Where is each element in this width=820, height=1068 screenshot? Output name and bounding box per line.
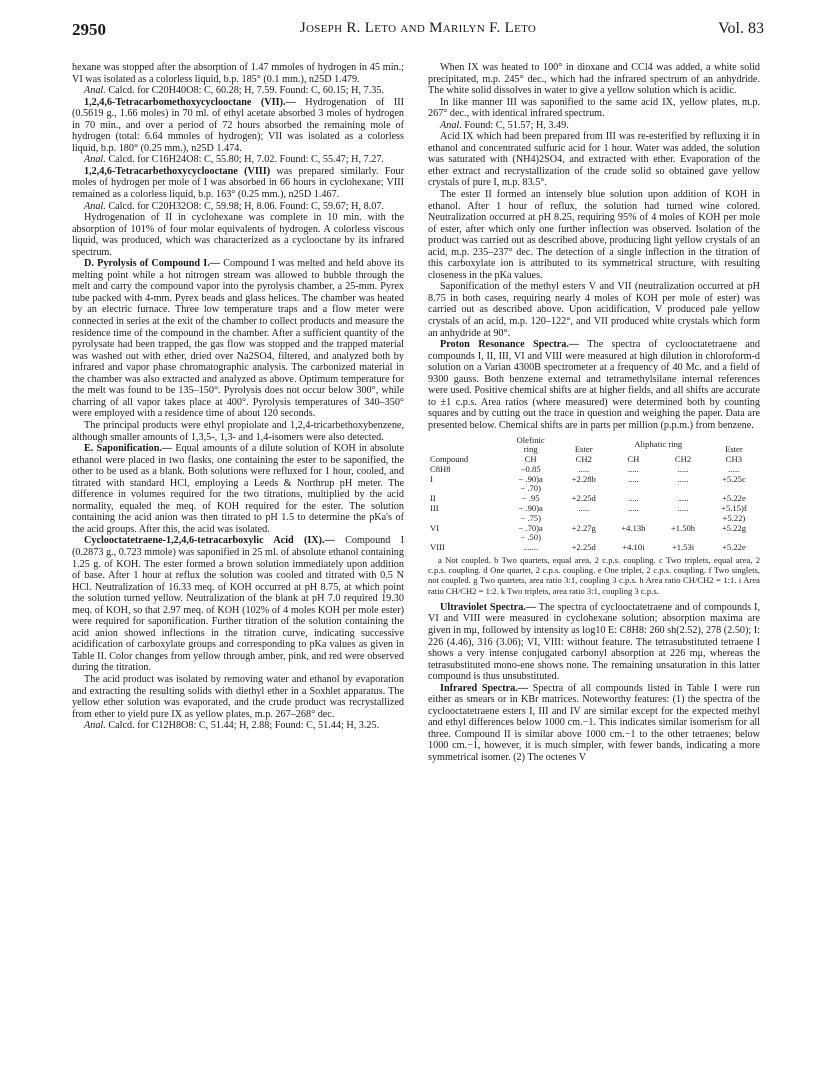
volume-label: Vol. 83 <box>718 20 764 37</box>
table-cell: ..... <box>578 503 590 514</box>
table-cell: +4.10i <box>622 542 645 553</box>
table-cell: +4.13h <box>621 522 646 533</box>
table-cell: ..... <box>578 463 590 474</box>
right-top-paragraph <box>428 62 760 97</box>
paragraph-text: Compound I was melted and held above its melting point while a hot nitrogen stream was allowed to bubble through the melt and carry the compound vapor into the pyrolysis chamber, a 25-mm. Pyrex tube packed with 4-mm. Pyrex beads and glass helices. The chamber was heated by an electric furnace. Three low temperature traps and a flow meter were connected in series at the exit of the chamber to collect products and measure the residence time of the compound in the chamber. After a sufficient quantity of the pyrolysate had been trapped, the gas flow was stopped and the trapped material was washed out with ether, dried over Na2SO4, filtered, and analyzed both by infrared and vapor phase chromatographic analysis. The carbonized material in the chamber was also extracted and analyzed as above. Optimum temperature for the melt was found to be 135–150°. Pyrolysis does not occur below 300°, while charring of all vapor takes place at 400°. Pyrolysis temperatures of 340–350° were employed with a residence time of about 120 seconds. <box>72 258 404 420</box>
page-number: 2950 <box>72 20 106 39</box>
paragraph-lead: Anal. <box>84 200 106 212</box>
right-bottom-paragraph <box>428 602 760 683</box>
table-cell: ..... <box>728 463 740 474</box>
table-cell <box>428 484 502 494</box>
table-cell: ....... <box>523 542 539 553</box>
nmr-header-aliphatic: Aliphatic ring <box>634 439 683 450</box>
paragraph-text: Found: C, 51.57; H, 3.49. <box>464 119 569 131</box>
right-top-paragraph <box>428 97 760 120</box>
table-row <box>428 494 760 504</box>
nmr-header-compound: Compound <box>430 454 469 465</box>
table-cell: − .50) <box>520 532 541 543</box>
paragraph-text: The principal products were ethyl propiolate and 1,2,4-tricarbethoxybenzene, although smaller amounts of 1,3,5-, 1,3- and 1,4-isomers were also detected. <box>72 419 404 443</box>
table-cell: +5.22e <box>722 542 746 553</box>
nmr-header-row-1 <box>428 436 760 451</box>
nmr-footnotes: a Not coupled. b Two quartets, equal area, 2 c.p.s. coupling. c Two triplets, equal area, 2 c.p.s. coupling. d One quartet, 2 c.p.s. coupling. e One triplet, 2 c.p.s. coupling. f Two singlets, not coupled. g Two quartets, area ratio 3:1, coupling 3 c.p.s. h Area ratio CH/CH2 = 1:1. i Area ratio CH/CH2 = 1:2. k Two triplets, area ratio 3:1, coupling 3 c.p.s. <box>428 555 760 596</box>
nmr-header-ester-ch3: Ester CH3 <box>725 444 743 465</box>
table-cell: − .70) <box>520 483 541 494</box>
table-cell: II <box>430 493 436 504</box>
paragraph-text: was prepared similarly. Four moles of hydrogen per mole of I was absorbed in 66 hours in cyclohexane; VIII remained as a colorless liquid, b.p. 163° (0.25 mm.), n25D 1.467. <box>72 165 405 201</box>
right-column-bottom <box>428 602 760 764</box>
page-header <box>72 20 764 42</box>
paragraph-text: Hydrogenation of III (0.5619 g., 1.66 moles) in 70 ml. of ethyl acetate absorbed 3 moles of hydrogen in 70 min., and over a period of 72 hours absorbed the remaining mole of hydrogen (total: 6.64 mmoles of hydrogen); VII was isolated as a colorless liquid, b.p. 180° (0.25 mm.), n25D 1.474. <box>72 96 405 154</box>
paragraph-lead: Proton Resonance Spectra.— <box>440 339 580 351</box>
table-cell: ..... <box>628 463 639 474</box>
paragraph-lead: Cyclooctatetraene-1,2,4,6-tetracarboxylic Acid (IX).— <box>84 535 335 547</box>
paragraph-text: Calcd. for C20H32O8: C, 59.98; H, 8.06. Found: C, 59.67; H, 8.07. <box>108 200 384 212</box>
table-cell: ..... <box>677 503 689 514</box>
paragraph-text: Calcd. for C20H40O8: C, 60.28; H, 7.59. Found: C, 60.15; H, 7.35. <box>108 85 384 97</box>
table-cell: I <box>430 473 433 484</box>
table-cell: +5.15)f <box>721 503 747 514</box>
table-cell: +2.27g <box>571 522 596 533</box>
nmr-table-body <box>428 465 760 553</box>
paragraph-text: Compound I (0.2873 g., 0.723 mmole) was saponified in 25 ml. of absolute ethanol containing 1.25 g. of KOH. The ester formed a brown solution immediately upon addition of base. After 1 hour at reflux the solution was cooled and titrated with 0.5 N HCl. Neutralization of 16.33 meq. of KOH occurred at pH 8.75, at which point the solution turned yellow. Neutralization of the blank at pH 7.0 required 19.30 meq. of KOH, so that 2.97 meq. of KOH (102% of 4 moles KOH per mole ester) were required for saponification. Further titration of the solution containing the acid anion showed inflections in the titration curve, indicating successive acidification of carboxylate groups and corresponding to pKa values as given in Table II. Color changes from yellow through amber, pink, and red were observed during the titration. <box>72 535 404 674</box>
table-cell: ..... <box>677 463 689 474</box>
paragraph-text: The ester II formed an intensely blue solution upon addition of KOH in ethanol. After 1 hour of reflux, the solution had turned wine colored. Neutralization occurred at pH 8.25, requiring 95% of 4 moles of KOH per mole of ester, after which only one further inflection was observed. Isolation of the product was carried out as described above, producing light yellow crystals of an acid, m.p. 235–237° dec. The detection of a single inflection in the titration of this carboxylate ion is attributed to its symmetrical structure, with resulting closeness in the pKa values. <box>428 189 760 281</box>
table-cell: ..... <box>628 503 639 514</box>
right-column <box>428 62 760 764</box>
table-cell: +5.22) <box>722 512 746 523</box>
table-cell: +5.22g <box>721 522 746 533</box>
paragraph-lead: 1,2,4,6-Tetracarbethoxycyclooctane (VIII) <box>84 165 271 177</box>
right-top-paragraph <box>428 189 760 281</box>
table-cell: ..... <box>677 493 689 504</box>
left-paragraph <box>72 97 404 155</box>
table-cell: +1.53i <box>671 542 695 553</box>
paragraph-lead: 1,2,4,6-Tetracarbomethoxycyclooctane (VII).— <box>84 96 296 108</box>
table-cell: − .75) <box>520 512 541 523</box>
paragraph-text: Saponification of the methyl esters V and VII (neutralization occurred at pH 8.75 in both cases, requiring nearly 4 moles of KOH per mole of ester) was carried out as described above. Upon acidification, V produced pale yellow crystals of an acid, m.p. 120–122°, and VII produced white crystals which form an anhydride at 90°. <box>428 281 760 339</box>
left-column <box>72 62 404 732</box>
right-column-top <box>428 62 760 432</box>
left-paragraph <box>72 674 404 720</box>
right-top-paragraph <box>428 281 760 339</box>
paragraph-lead: Ultraviolet Spectra.— <box>440 601 537 613</box>
paragraph-text: Equal amounts of a dilute solution of KOH in absolute ethanol were placed in two flasks, one containing the ester to be saponified, the other to be used as a blank. Both solutions were refluxed for 1 hour, cooled, and titrated with standard HCl, employing a Leeds & Northrup pH meter. The difference in volumes required for the two titrations, multiplied by the acid normality, equaled the meq. of KOH required for the ester. The solution containing the acid anion was then titrated to pH 1.5 to determine the pKa's of the acid groups. After this, the acid was isolated. <box>72 443 404 535</box>
table-row <box>428 543 760 553</box>
left-paragraph <box>72 443 404 535</box>
table-cell: − .95 <box>521 493 540 504</box>
table-row <box>428 504 760 514</box>
paragraph-lead: Anal. <box>84 85 106 97</box>
right-top-paragraph <box>428 131 760 189</box>
paragraph-lead: D. Pyrolysis of Compound I.— <box>84 258 220 270</box>
table-cell: ..... <box>628 493 639 504</box>
table-row <box>428 524 760 534</box>
right-bottom-paragraph <box>428 683 760 764</box>
table-cell: − .90)a <box>518 473 543 484</box>
paragraph-lead: Anal. <box>440 119 462 131</box>
table-cell: +5.22e <box>722 493 746 504</box>
paragraph-text: The acid product was isolated by removing water and ethanol by evaporation and extracting the resulting solids with diethyl ether in a Soxhlet apparatus. The yellow ether solution was evaporated, and the crude product was recrystallized from ether to yield pure IX as yellow plates, m.p. 267–268° dec. <box>72 673 404 720</box>
left-paragraph <box>72 258 404 420</box>
paragraph-lead: Infrared Spectra.— <box>440 682 528 694</box>
left-paragraph <box>72 720 404 732</box>
paragraph-text: Calcd. for C16H24O8: C, 55.80; H, 7.02. Found: C, 55.47; H, 7.27. <box>108 154 384 166</box>
paragraph-text: When IX was heated to 100° in dioxane and CCl4 was added, a white solid precipitated, m.p. 245° dec., which had the infrared spectrum of an anhydride. The white solid dissolves in water to give a yellow solution which is acidic. <box>428 62 760 97</box>
running-authors: Joseph R. Leto and Marilyn F. Leto <box>299 20 537 36</box>
left-paragraph <box>72 535 404 674</box>
right-top-paragraph <box>428 120 760 132</box>
table-cell: ..... <box>628 473 639 484</box>
table-row <box>428 475 760 485</box>
table-cell: − .90)a <box>518 503 543 514</box>
table-cell: C8H8 <box>430 463 451 474</box>
paragraph-lead: Anal. <box>84 720 106 732</box>
table-cell: III <box>430 503 439 514</box>
nmr-header-ring-ch2: CH2 <box>674 454 692 465</box>
paragraph-lead: E. Saponification.— <box>84 443 173 455</box>
table-cell: +5.25c <box>722 473 746 484</box>
paragraph-text: Spectra of all compounds listed in Table I were run either as smears or in KBr matrices. Noteworthy features: (1) the spectra of the cyclooctatetraene esters I, III and IV are similar except for the expected methyl and ethyl differences below 1000 cm.−1. This indicates similar isomerism for all three. Compound II is similar above 1000 cm.−1 to the other tetraenes; below 1000 cm.−1, however, it is much simpler, with fewer bands, indicating a more symmetrical isomer. (2) The octenes V <box>428 682 761 763</box>
left-paragraph <box>72 212 404 258</box>
left-paragraph <box>72 420 404 443</box>
right-top-paragraph <box>428 339 760 431</box>
left-paragraph <box>72 201 404 213</box>
paragraph-text: The spectra of cyclooctatetraene and compounds I, II, III, VI and VIII were measured at high dilution in chloroform-d solution on a Varian 4300B spectrometer at a frequency of 40 Mc. and a field of 9300 gauss. Both benzene external and tetramethylsilane internal references were used. Positive chemical shifts are at higher fields, and all shifts are accurate to ±1 c.p.s. Area ratios (where measured) were determined both by counting squares and by cutting out the trace in question and weighing the paper. Data are presented below. Chemical shifts are in parts per million (p.p.m.) from benzene. <box>428 339 760 431</box>
table-cell: +2.25d <box>571 493 596 504</box>
table-cell: +2.28b <box>571 473 596 484</box>
paragraph-text: In like manner III was saponified to the same acid IX, yellow plates, m.p. 267° dec., with identical infrared spectrum. <box>428 96 760 120</box>
paragraph-text: Hydrogenation of II in cyclohexane was complete in 10 min. with the absorption of 101% of four molar equivalents of hydrogen. A colorless viscous liquid, was produced, which was characterized as a cyclooctane by its infrared spectrum. <box>72 212 404 258</box>
table-cell: +2.25d <box>571 542 596 553</box>
left-paragraph <box>72 62 404 85</box>
nmr-table <box>428 436 760 554</box>
left-paragraph <box>72 85 404 97</box>
paragraph-text: hexane was stopped after the absorption of 1.47 mmoles of hydrogen in 45 min.; VI was isolated as a colorless liquid, b.p. 185° (0.1 mm.), n25D 1.479. <box>72 62 404 85</box>
left-paragraph <box>72 154 404 166</box>
nmr-header-ester-ch2: Ester CH2 <box>574 444 593 465</box>
paragraph-text: Calcd. for C12H8O8: C, 51.44; H, 2.88; Found: C, 51.44; H, 3.25. <box>108 720 380 732</box>
nmr-header-ring-ch: CH <box>627 454 640 465</box>
paragraph-text: The spectra of cyclooctatetraene and of compounds I, VI and VIII were measured in cyclohexane solution; absorption maxima are given in mμ, followed by intensity as log10 E: C8H8: 260 sh(2.52), 278 (2.50); I: 226 (4.46), 316 (3.06); VI, VIII: without feature. The tetrasubstituted tetraene I shows a very intense conjugated carbonyl absorption at 226 mμ, whereas the tetrasubstituted mono-ene shows none. The remaining unsaturation in this latter compound is thus unsubstituted. <box>428 601 760 683</box>
table-cell: − .70)a <box>518 522 543 533</box>
table-cell: VI <box>430 522 440 533</box>
table-cell: ..... <box>677 473 689 484</box>
paragraph-lead: Anal. <box>84 154 106 166</box>
table-cell <box>428 514 502 524</box>
table-cell: VIII <box>430 542 445 553</box>
table-cell: +1.50h <box>670 522 696 533</box>
paragraph-text: Acid IX which had been prepared from III was re-esterified by refluxing it in ethanol and concentrated sulfuric acid for 1 hour. Water was added, the solution was saturated with (NH4)2SO4, and extracted with ether. Evaporation of the ether extract and recrystallization of the crude solid so obtained gave yellow crystals of pure I, m.p. 83.5°. <box>428 131 760 189</box>
left-paragraph <box>72 166 404 201</box>
nmr-header-olefinic: Olefinic ring CH <box>516 434 545 465</box>
table-cell: −0.85 <box>520 463 541 474</box>
